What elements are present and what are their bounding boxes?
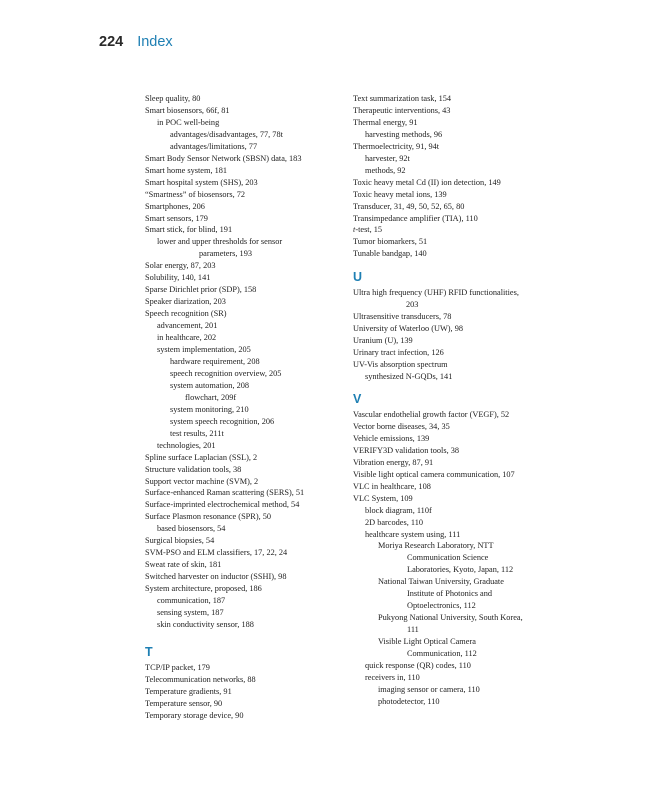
index-entry: SVM-PSO and ELM classifiers, 17, 22, 24 (145, 548, 288, 558)
index-subentry: Laboratories, Kyoto, Japan, 112 (407, 565, 514, 575)
index-subentry: harvesting methods, 96 (365, 129, 443, 139)
index-subentry: skin conductivity sensor, 188 (157, 619, 254, 629)
page-number: 224 (99, 34, 124, 50)
index-group-s (145, 93, 365, 631)
index-group-u (353, 287, 578, 383)
index-entry: Text summarization task, 154 (353, 94, 452, 103)
index-subentry: communication, 187 (157, 596, 226, 606)
index-entry: Uranium (U), 139 (353, 336, 413, 346)
index-entry: Toxic heavy metal ions, 139 (353, 189, 447, 199)
index-entry: TCP/IP packet, 179 (145, 662, 210, 672)
index-subentry: quick response (QR) codes, 110 (365, 660, 471, 670)
index-subentry: 111 (407, 625, 419, 635)
index-subentry: advantages/disadvantages, 77, 78t (170, 129, 283, 139)
index-entry: Sleep quality, 80 (145, 94, 201, 103)
index-entry: Ultrasensitive transducers, 78 (353, 312, 452, 322)
index-entry: Speech recognition (SR) (145, 309, 227, 319)
index-entry: Telecommunication networks, 88 (145, 674, 256, 684)
index-entry: t-test, 15 (353, 225, 383, 235)
index-subentry: receivers in, 110 (365, 672, 420, 682)
index-entry: Vascular endothelial growth factor (VEGF), 52 (353, 409, 510, 419)
index-entry: Temperature sensor, 90 (145, 698, 223, 708)
index-entry: Switched harvester on inductor (SSHI), 98 (145, 572, 287, 582)
index-entry: Sparse Dirichlet prior (SDP), 158 (145, 285, 257, 295)
index-subentry: imaging sensor or camera, 110 (378, 684, 480, 694)
index-subentry: lower and upper thresholds for sensor (157, 237, 283, 247)
index-entry: Smart stick, for blind, 191 (145, 225, 233, 235)
index-subentry: 203 (406, 300, 419, 310)
index-subentry: hardware requirement, 208 (170, 356, 260, 366)
index-entry: VERIFY3D validation tools, 38 (353, 445, 460, 455)
index-entry: Thermoelectricity, 91, 94t (353, 141, 440, 151)
index-subentry: Communication Science (407, 553, 489, 563)
index-entry: Surgical biopsies, 54 (145, 536, 215, 546)
index-entry: Smartphones, 206 (145, 201, 205, 211)
index-entry: Tumor biomarkers, 51 (353, 237, 428, 247)
index-entry: Tunable bandgap, 140 (353, 249, 427, 259)
index-subentry: Visible Light Optical Camera (378, 637, 476, 647)
index-entry: Surface Plasmon resonance (SPR), 50 (145, 512, 272, 522)
index-subentry: block diagram, 110f (365, 505, 432, 515)
index-entry: Urinary tract infection, 126 (353, 348, 444, 358)
index-entry: VLC in healthcare, 108 (353, 481, 431, 491)
index-subentry: technologies, 201 (157, 440, 216, 450)
index-subentry: advancement, 201 (157, 321, 218, 331)
index-entry: Temperature gradients, 91 (145, 686, 232, 696)
index-subentry: Moriya Research Laboratory, NTT (378, 541, 494, 551)
index-subentry: test results, 211t (170, 428, 224, 438)
index-subentry: healthcare system using, 111 (365, 529, 461, 539)
index-entry: Structure validation tools, 38 (145, 464, 242, 474)
index-subentry: Institute of Photonics and (407, 589, 493, 599)
index-entry: Sweat rate of skin, 181 (145, 560, 222, 570)
index-subentry: sensing system, 187 (157, 607, 224, 617)
page-header (99, 34, 173, 50)
index-group-t (145, 662, 365, 722)
index-entry: Smart biosensors, 66f, 81 (145, 105, 230, 115)
index-entry: System architecture, proposed, 186 (145, 584, 262, 594)
index-subentry: based biosensors, 54 (157, 524, 226, 534)
index-subentry: photodetector, 110 (378, 696, 440, 706)
index-entry: “Smartness” of biosensors, 72 (145, 189, 246, 199)
index-subentry: system implementation, 205 (157, 345, 251, 355)
index-entry: Toxic heavy metal Cd (II) ion detection, 149 (353, 177, 501, 187)
index-entry: Vehicle emissions, 139 (353, 433, 430, 443)
index-subentry: system automation, 208 (170, 380, 250, 390)
index-subentry: Pukyong National University, South Korea, (378, 613, 523, 623)
index-entry: Therapeutic interventions, 43 (353, 105, 451, 115)
index-entry: Visible light optical camera communication, 107 (353, 469, 515, 479)
index-entry: Transducer, 31, 49, 50, 52, 65, 80 (353, 201, 465, 211)
letter-heading-v: V (353, 391, 362, 406)
running-title: Index (137, 34, 173, 50)
index-entry: UV-Vis absorption spectrum (353, 360, 448, 370)
index-entry: Surface-enhanced Raman scattering (SERS), 51 (145, 488, 305, 498)
index-entry: Temporary storage device, 90 (145, 710, 244, 720)
index-subentry: Optoelectronics, 112 (407, 601, 476, 611)
index-subentry: National Taiwan University, Graduate (378, 577, 504, 587)
index-entry: Surface-imprinted electrochemical method, 54 (145, 500, 300, 510)
index-subentry: parameters, 193 (199, 249, 252, 259)
index-subentry: speech recognition overview, 205 (170, 368, 282, 378)
index-entry: Solar energy, 87, 203 (145, 261, 216, 271)
index-entry: Spline surface Laplacian (SSL), 2 (145, 452, 258, 462)
index-subentry: synthesized N-GQDs, 141 (365, 372, 453, 382)
index-entry: VLC System, 109 (353, 493, 413, 503)
index-subentry: advantages/limitations, 77 (170, 141, 258, 151)
index-group-v (353, 409, 578, 708)
index-entry: Speaker diarization, 203 (145, 297, 226, 307)
index-entry: Ultra high frequency (UHF) RFID functionalities, (353, 288, 519, 298)
index-entry: Transimpedance amplifier (TIA), 110 (353, 213, 478, 223)
letter-heading-u: U (353, 270, 363, 285)
letter-heading-t: T (145, 644, 153, 659)
index-subentry: system speech recognition, 206 (170, 416, 275, 426)
index-group-t-continued (353, 93, 578, 260)
index-entry: Support vector machine (SVM), 2 (145, 476, 259, 486)
index-entry: Vector borne diseases, 34, 35 (353, 421, 450, 431)
index-subentry: methods, 92 (365, 165, 406, 175)
index-subentry: in POC well-being (157, 117, 220, 127)
index-entry: Thermal energy, 91 (353, 117, 418, 127)
index-entry: University of Waterloo (UW), 98 (353, 324, 464, 334)
index-entry: Smart home system, 181 (145, 165, 228, 175)
index-subentry: Communication, 112 (407, 649, 477, 659)
index-subentry: system monitoring, 210 (170, 404, 249, 414)
index-column-right (353, 93, 578, 708)
index-entry: Solubility, 140, 141 (145, 273, 211, 283)
index-entry: Smart hospital system (SHS), 203 (145, 177, 258, 187)
index-subentry: harvester, 92t (365, 153, 410, 163)
index-entry: Vibration energy, 87, 91 (353, 457, 434, 467)
index-entry: Smart Body Sensor Network (SBSN) data, 183 (145, 153, 302, 163)
index-entry: Smart sensors, 179 (145, 213, 208, 223)
index-subentry: in healthcare, 202 (157, 333, 217, 343)
index-subentry: flowchart, 209f (185, 392, 237, 402)
index-subentry: 2D barcodes, 110 (365, 517, 423, 527)
index-column-left (145, 93, 365, 722)
